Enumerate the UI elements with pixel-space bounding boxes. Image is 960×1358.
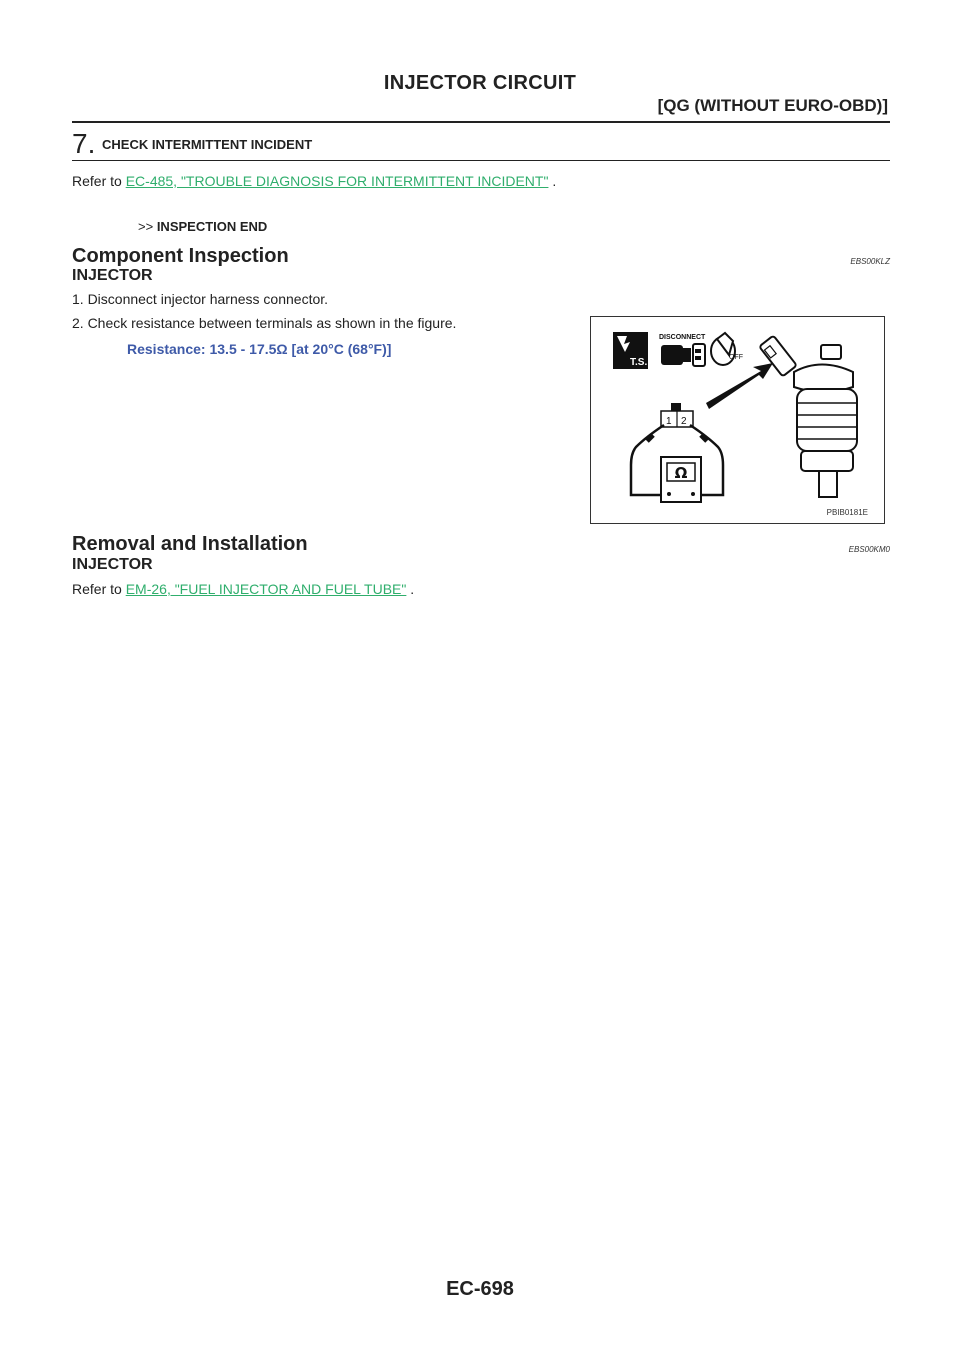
- ts-label: T.S.: [630, 357, 648, 368]
- component-inspection-code: EBS00KLZ: [850, 257, 890, 266]
- refer-suffix: .: [548, 173, 557, 189]
- figure-code: PBIB0181E: [826, 508, 868, 517]
- removal-installation-heading: Removal and Installation: [72, 533, 308, 555]
- removal-refer-suffix: .: [406, 581, 415, 597]
- resistance-spec: Resistance: 13.5 - 17.5Ω [at 20°C (68°F)]: [127, 341, 392, 357]
- inspection-step-1: 1. Disconnect injector harness connector.: [72, 291, 329, 307]
- header-divider: [72, 121, 890, 123]
- page-subtitle: [QG (WITHOUT EURO-OBD)]: [657, 96, 888, 115]
- result-label: INSPECTION END: [156, 219, 268, 234]
- result-arrow: >>: [138, 219, 154, 234]
- injector-diagram: [591, 317, 883, 522]
- refer-prefix: Refer to: [72, 173, 126, 189]
- ohm-symbol: Ω: [674, 464, 688, 482]
- step-number: 7.: [72, 128, 96, 159]
- ohmmeter-icon: [661, 457, 701, 502]
- removal-installation-code: EBS00KM0: [848, 545, 890, 554]
- result-line: [138, 219, 267, 234]
- terminal-1-label: 1: [666, 416, 672, 427]
- step-title: CHECK INTERMITTENT INCIDENT: [102, 137, 313, 152]
- removal-installation-subheading: INJECTOR: [72, 556, 153, 573]
- off-label: OFF: [729, 354, 743, 361]
- ts-icon: [613, 332, 648, 369]
- component-inspection-heading: Component Inspection: [72, 245, 289, 267]
- inspection-step-2: 2. Check resistance between terminals as shown in the figure.: [72, 315, 457, 331]
- disconnect-label: DISCONNECT: [659, 334, 706, 341]
- pointer-arrow: [706, 363, 773, 409]
- step-refer-line: [72, 173, 556, 189]
- probe-lead-left: [631, 425, 664, 495]
- injector-resistance-figure: [590, 316, 885, 524]
- step-divider: [72, 160, 890, 161]
- terminal-2-label: 2: [681, 416, 687, 427]
- page-title: INJECTOR CIRCUIT: [383, 72, 577, 94]
- component-inspection-subheading: INJECTOR: [72, 267, 153, 284]
- terminal-connector: [661, 403, 693, 427]
- fuel-injector: [759, 335, 857, 497]
- fuel-injector-link[interactable]: EM-26, "FUEL INJECTOR AND FUEL TUBE": [125, 581, 407, 597]
- trouble-diagnosis-link[interactable]: EC-485, "TROUBLE DIAGNOSIS FOR INTERMITTENT INCIDENT": [125, 173, 549, 189]
- ignition-off-icon: [711, 333, 743, 365]
- removal-refer-prefix: Refer to: [72, 581, 126, 597]
- connector-icon: [661, 344, 705, 366]
- removal-refer-line: [72, 581, 414, 597]
- page-number: EC-698: [446, 1278, 514, 1300]
